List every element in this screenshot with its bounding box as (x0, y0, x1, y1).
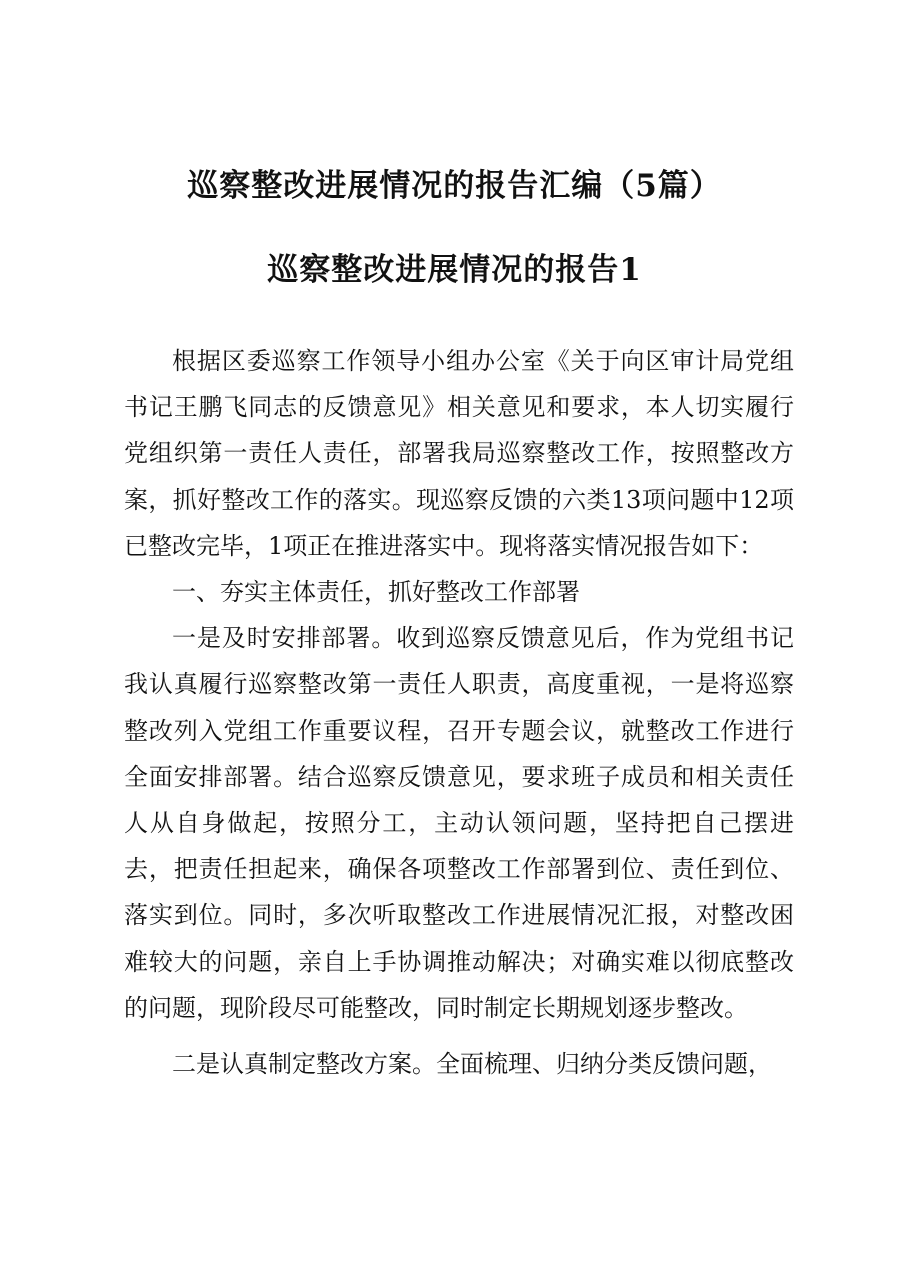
paragraph-plan: 二是认真制定整改方案。全面梳理、归纳分类反馈问题， (172, 1050, 772, 1079)
report-subtitle: 巡察整改进展情况的报告1 (267, 252, 642, 288)
document-body (124, 338, 794, 1087)
paragraph-deployment: 一是及时安排部署。收到巡察反馈意见后，作为党组书记我认真履行巡察整改第一责任人职责，高度重视，一是将巡察整改列入党组工作重要议程，召开专题会议，就整改工作进行全面安排部署。结合巡察反馈意见，要求班子成员和相关责任人从自身做起，按照分工，主动认领问题，坚持把自己摆进去，把责任担起来，确保各项整改工作部署到位、责任到位、落实到位。同时，多次听取整改工作进展情况汇报，对整改困难较大的问题，亲自上手协调推动解决；对确实难以彻底整改的问题，现阶段尽可能整改，同时制定长期规划逐步整改。 (124, 624, 794, 1022)
paragraph-intro: 根据区委巡察工作领导小组办公室《关于向区审计局党组书记王鹏飞同志的反馈意见》相关意见和要求，本人切实履行党组织第一责任人责任，部署我局巡察整改工作，按照整改方案，抓好整改工作的落实。现巡察反馈的六类13项问题中12项已整改完毕，1项正在推进落实中。现将落实情况报告如下： (124, 347, 794, 560)
section-heading-1: 一、夯实主体责任，抓好整改工作部署 (172, 578, 580, 607)
document-title: 巡察整改进展情况的报告汇编（5篇） (187, 168, 722, 204)
